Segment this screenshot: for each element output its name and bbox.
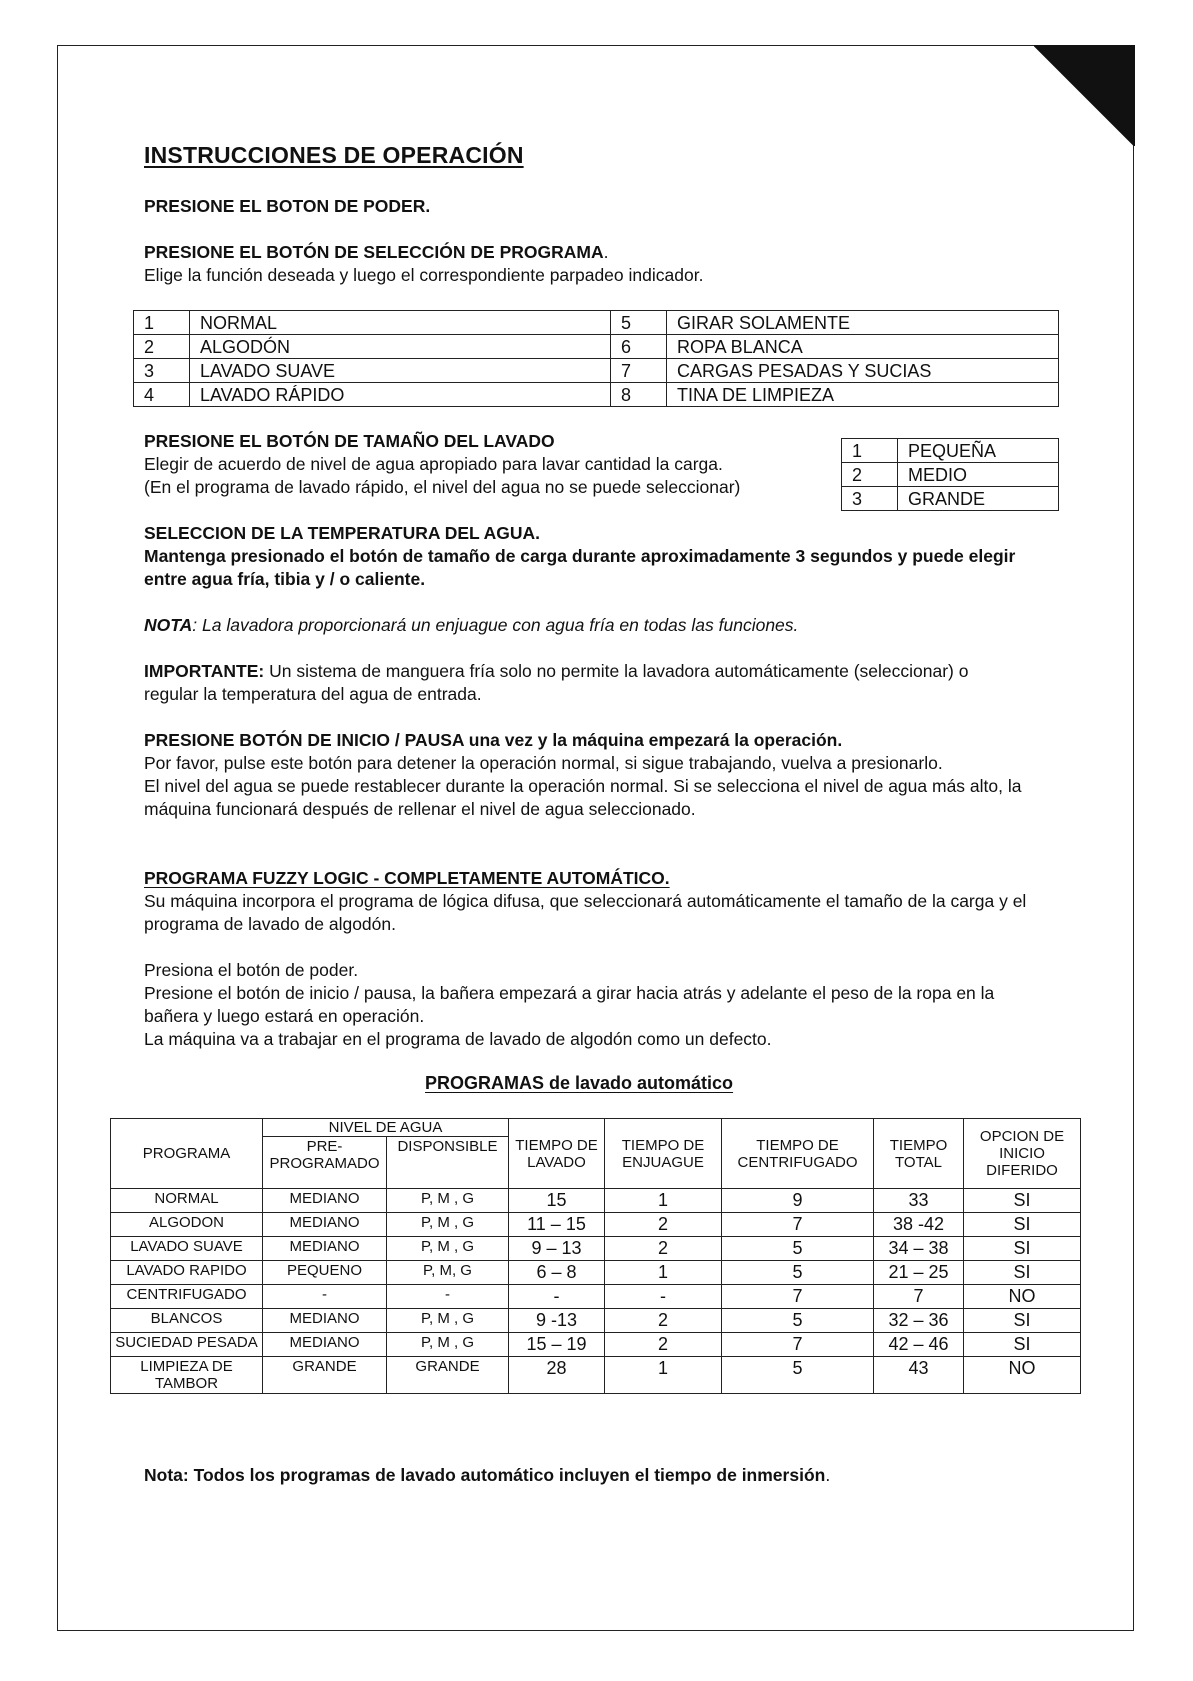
cell-tiempo-lavado: 9 -13 (509, 1309, 605, 1333)
cell-disponsible: - (387, 1285, 509, 1309)
size-option-row (842, 487, 1059, 511)
page-corner-fold (1034, 45, 1135, 146)
header-inicio-diferido: OPCION DE INICIO DIFERIDO (964, 1119, 1081, 1189)
program-number: 1 (134, 311, 190, 335)
cell-inicio-diferido: SI (964, 1333, 1081, 1357)
cell-tiempo-enjuague: 1 (605, 1357, 722, 1394)
program-label: TINA DE LIMPIEZA (667, 383, 1059, 407)
table-row (111, 1285, 1081, 1309)
program-select-heading: PRESIONE EL BOTÓN DE SELECCIÓN DE PROGRAMA (144, 242, 604, 262)
cell-programa: CENTRIFUGADO (111, 1285, 263, 1309)
program-number: 5 (611, 311, 667, 335)
cell-inicio-diferido: SI (964, 1309, 1081, 1333)
program-label: NORMAL (190, 311, 611, 335)
header-tiempo-centrifugado: TIEMPO DE CENTRIFUGADO (722, 1119, 874, 1189)
program-label: ROPA BLANCA (667, 335, 1059, 359)
size-option-row (842, 463, 1059, 487)
program-row (134, 335, 1059, 359)
cell-tiempo-centrifugado: 5 (722, 1237, 874, 1261)
header-tiempo-lavado: TIEMPO DE LAVADO (509, 1119, 605, 1189)
cell-tiempo-total: 43 (874, 1357, 964, 1394)
cell-tiempo-total: 7 (874, 1285, 964, 1309)
footer-note (144, 1464, 830, 1487)
table-row (111, 1357, 1081, 1394)
program-select-text: Elige la función deseada y luego el correspondiente parpadeo indicador. (144, 265, 704, 285)
program-row (134, 383, 1059, 407)
cell-tiempo-lavado: 9 – 13 (509, 1237, 605, 1261)
cell-tiempo-total: 32 – 36 (874, 1309, 964, 1333)
table-row (111, 1189, 1081, 1213)
fuzzy-step-2: Presione el botón de inicio / pausa, la bañera empezará a girar hacia atrás y adelante el peso de la ropa en la bañera y luego estará en operación. (144, 983, 995, 1026)
cell-pre-programado: MEDIANO (263, 1333, 387, 1357)
cell-disponsible: P, M, G (387, 1261, 509, 1285)
fuzzy-heading: PROGRAMA FUZZY LOGIC - COMPLETAMENTE AUTOMÁTICO. (144, 868, 670, 888)
cell-tiempo-enjuague: 1 (605, 1261, 722, 1285)
size-option-label: GRANDE (898, 487, 1059, 511)
cell-tiempo-lavado: 15 – 19 (509, 1333, 605, 1357)
cell-tiempo-lavado: 15 (509, 1189, 605, 1213)
cell-tiempo-total: 33 (874, 1189, 964, 1213)
cell-programa: LAVADO RAPIDO (111, 1261, 263, 1285)
size-text-2: (En el programa de lavado rápido, el nivel del agua no se puede seleccionar) (144, 477, 741, 497)
cell-disponsible: P, M , G (387, 1213, 509, 1237)
footer-note-text: Nota: Todos los programas de lavado automático incluyen el tiempo de inmersión (144, 1465, 826, 1485)
size-options-table (841, 438, 1059, 511)
cell-programa: BLANCOS (111, 1309, 263, 1333)
cell-disponsible: P, M , G (387, 1333, 509, 1357)
size-option-label: PEQUEÑA (898, 439, 1059, 463)
header-programa: PROGRAMA (111, 1119, 263, 1189)
program-number: 6 (611, 335, 667, 359)
header-pre-programado: PRE-PROGRAMADO (263, 1137, 387, 1189)
size-text-1: Elegir de acuerdo de nivel de agua apropiado para lavar cantidad la carga. (144, 454, 723, 474)
program-number: 2 (134, 335, 190, 359)
temperature-section (144, 522, 1044, 591)
cell-disponsible: P, M , G (387, 1237, 509, 1261)
cell-tiempo-centrifugado: 5 (722, 1261, 874, 1285)
page-title: INSTRUCCIONES DE OPERACIÓN (144, 142, 524, 168)
auto-programs-table (110, 1118, 1081, 1394)
cell-inicio-diferido: SI (964, 1189, 1081, 1213)
program-select-section (144, 241, 1044, 287)
program-row (134, 311, 1059, 335)
size-option-number: 3 (842, 487, 898, 511)
size-heading: PRESIONE EL BOTÓN DE TAMAÑO DEL LAVADO (144, 431, 555, 451)
cell-pre-programado: PEQUENO (263, 1261, 387, 1285)
fuzzy-text: Su máquina incorpora el programa de lógica difusa, que seleccionará automáticamente el tamaño de la carga y el programa de lavado de algodón. (144, 891, 1027, 934)
cell-tiempo-total: 34 – 38 (874, 1237, 964, 1261)
start-text-1: Por favor, pulse este botón para detener la operación normal, si sigue trabajando, vuelva a presionarlo. (144, 753, 943, 773)
program-number: 8 (611, 383, 667, 407)
cell-inicio-diferido: SI (964, 1213, 1081, 1237)
fuzzy-step-1: Presiona el botón de poder. (144, 960, 359, 980)
cell-tiempo-centrifugado: 9 (722, 1189, 874, 1213)
program-label: ALGODÓN (190, 335, 611, 359)
size-section (144, 430, 834, 505)
cell-programa: LAVADO SUAVE (111, 1237, 263, 1261)
cell-tiempo-centrifugado: 5 (722, 1309, 874, 1333)
cell-tiempo-enjuague: 2 (605, 1333, 722, 1357)
table-row (111, 1237, 1081, 1261)
cell-pre-programado: MEDIANO (263, 1213, 387, 1237)
program-label: LAVADO SUAVE (190, 359, 611, 383)
program-number: 4 (134, 383, 190, 407)
program-label: GIRAR SOLAMENTE (667, 311, 1059, 335)
fuzzy-section (144, 867, 1054, 1051)
program-number: 3 (134, 359, 190, 383)
size-option-row (842, 439, 1059, 463)
size-option-label: MEDIO (898, 463, 1059, 487)
table-row (111, 1333, 1081, 1357)
table-row (111, 1309, 1081, 1333)
cell-pre-programado: MEDIANO (263, 1237, 387, 1261)
program-list-table (133, 310, 1059, 407)
temperature-text: Mantenga presionado el botón de tamaño de carga durante aproximadamente 3 segundos y puede elegir entre agua fría, tibia y / o caliente. (144, 546, 1016, 589)
cell-pre-programado: GRANDE (263, 1357, 387, 1394)
start-text-2: El nivel del agua se puede restablecer durante la operación normal. Si se selecciona el nivel de agua más alto, la máquina funcionará después de rellenar el nivel de agua seleccionado. (144, 776, 1022, 819)
importante-text: Un sistema de manguera fría solo no permite la lavadora automáticamente (seleccionar) o regular la temperatura del agua de entrada. (144, 661, 969, 704)
cell-tiempo-lavado: - (509, 1285, 605, 1309)
size-option-number: 1 (842, 439, 898, 463)
start-section (144, 729, 1054, 821)
temperature-heading: SELECCION DE LA TEMPERATURA DEL AGUA. (144, 523, 541, 543)
cell-pre-programado: MEDIANO (263, 1309, 387, 1333)
nota-label: NOTA (144, 615, 193, 635)
cell-tiempo-enjuague: - (605, 1285, 722, 1309)
start-heading: PRESIONE BOTÓN DE INICIO / PAUSA una vez y la máquina empezará la operación. (144, 730, 843, 750)
cell-tiempo-centrifugado: 7 (722, 1285, 874, 1309)
cell-programa: LIMPIEZA DE TAMBOR (111, 1357, 263, 1394)
auto-table-title: PROGRAMAS de lavado automático (425, 1073, 734, 1093)
cell-tiempo-total: 42 – 46 (874, 1333, 964, 1357)
cell-programa: ALGODON (111, 1213, 263, 1237)
footer-note-end: . (825, 1465, 831, 1485)
cell-tiempo-total: 21 – 25 (874, 1261, 964, 1285)
cell-tiempo-enjuague: 2 (605, 1309, 722, 1333)
program-label: CARGAS PESADAS Y SUCIAS (667, 359, 1059, 383)
cell-inicio-diferido: NO (964, 1285, 1081, 1309)
fuzzy-step-3: La máquina va a trabajar en el programa de lavado de algodón como un defecto. (144, 1029, 772, 1049)
program-select-heading-end: . (603, 242, 609, 262)
cell-tiempo-centrifugado: 7 (722, 1333, 874, 1357)
cell-tiempo-enjuague: 2 (605, 1237, 722, 1261)
importante-label: IMPORTANTE: (144, 661, 265, 681)
size-option-number: 2 (842, 463, 898, 487)
cell-pre-programado: - (263, 1285, 387, 1309)
header-tiempo-enjuague: TIEMPO DE ENJUAGUE (605, 1119, 722, 1189)
table-row (111, 1261, 1081, 1285)
header-tiempo-total: TIEMPO TOTAL (874, 1119, 964, 1189)
cell-tiempo-enjuague: 1 (605, 1189, 722, 1213)
cell-inicio-diferido: NO (964, 1357, 1081, 1394)
cell-programa: SUCIEDAD PESADA (111, 1333, 263, 1357)
cell-tiempo-lavado: 28 (509, 1357, 605, 1394)
cell-tiempo-centrifugado: 5 (722, 1357, 874, 1394)
cell-inicio-diferido: SI (964, 1237, 1081, 1261)
power-instruction: PRESIONE EL BOTON DE PODER. (144, 196, 431, 216)
header-disponsible: DISPONSIBLE (387, 1137, 509, 1189)
cell-programa: NORMAL (111, 1189, 263, 1213)
cell-inicio-diferido: SI (964, 1261, 1081, 1285)
cell-tiempo-lavado: 6 – 8 (509, 1261, 605, 1285)
cell-disponsible: P, M , G (387, 1309, 509, 1333)
program-label: LAVADO RÁPIDO (190, 383, 611, 407)
program-number: 7 (611, 359, 667, 383)
header-nivel-agua: NIVEL DE AGUA (263, 1119, 509, 1137)
cell-tiempo-total: 38 -42 (874, 1213, 964, 1237)
nota-text: : La lavadora proporcionará un enjuague con agua fría en todas las funciones. (192, 615, 799, 635)
table-row (111, 1213, 1081, 1237)
cell-pre-programado: MEDIANO (263, 1189, 387, 1213)
cell-disponsible: GRANDE (387, 1357, 509, 1394)
importante-paragraph (144, 660, 1004, 706)
cell-tiempo-enjuague: 2 (605, 1213, 722, 1237)
cell-tiempo-lavado: 11 – 15 (509, 1213, 605, 1237)
cell-disponsible: P, M , G (387, 1189, 509, 1213)
cell-tiempo-centrifugado: 7 (722, 1213, 874, 1237)
nota-paragraph (144, 614, 1044, 637)
program-row (134, 359, 1059, 383)
